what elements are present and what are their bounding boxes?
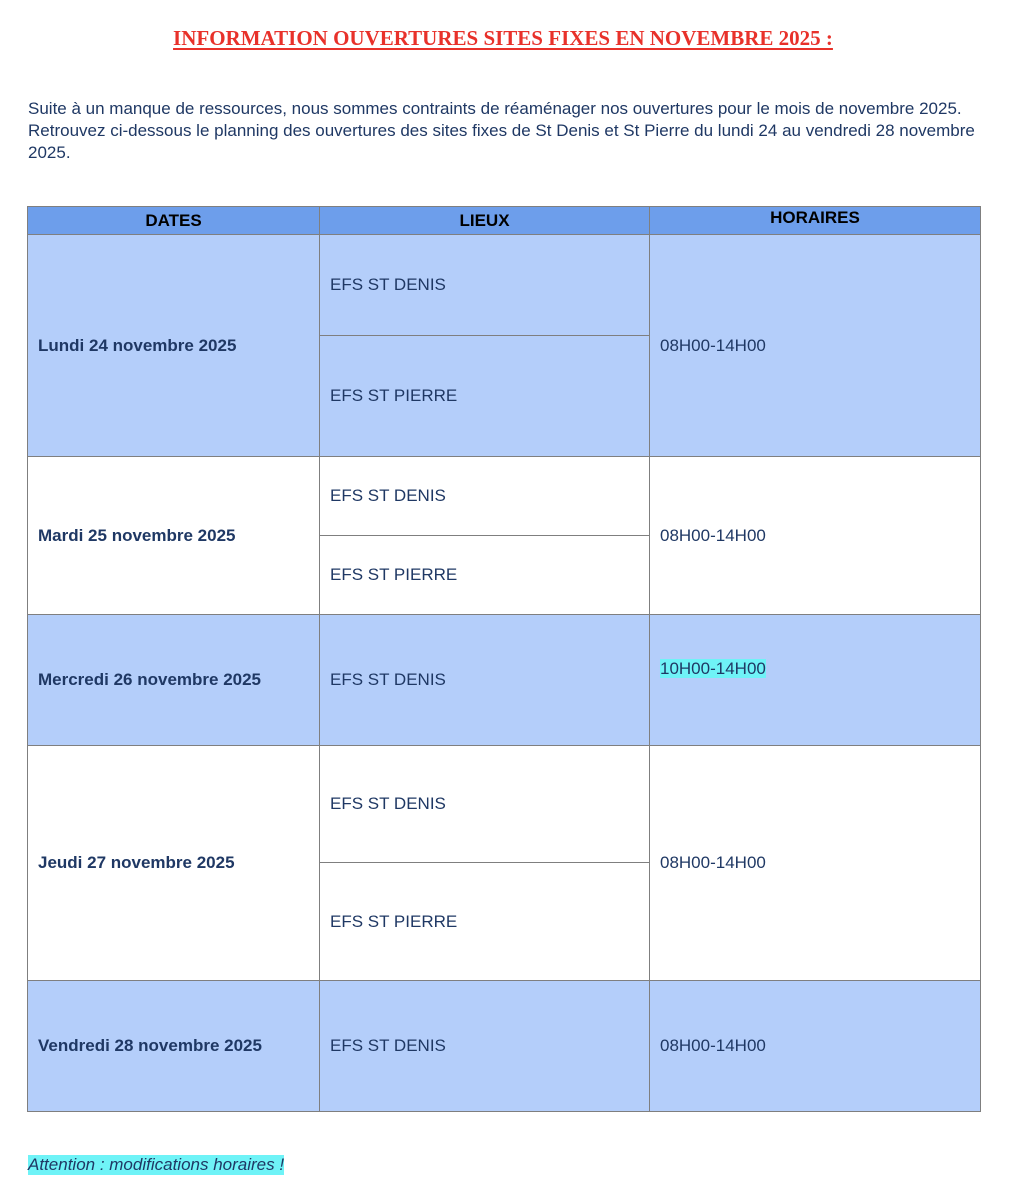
table-row bbox=[28, 615, 981, 746]
table-row bbox=[28, 235, 981, 336]
lieu-cell: EFS ST DENIS bbox=[320, 615, 650, 746]
date-cell: Lundi 24 novembre 2025 bbox=[28, 235, 320, 457]
header-horaires: HORAIRES bbox=[650, 207, 981, 235]
date-cell: Mardi 25 novembre 2025 bbox=[28, 457, 320, 615]
planning-table bbox=[27, 206, 981, 1112]
table-row bbox=[28, 746, 981, 863]
horaire-cell bbox=[650, 615, 981, 746]
table-row bbox=[28, 457, 981, 536]
lieu-cell: EFS ST DENIS bbox=[320, 981, 650, 1112]
horaire-cell: 08H00-14H00 bbox=[650, 457, 981, 615]
document-title: INFORMATION OUVERTURES SITES FIXES EN NOVEMBRE 2025 : bbox=[173, 26, 833, 50]
lieu-cell: EFS ST DENIS bbox=[320, 235, 650, 336]
date-cell: Vendredi 28 novembre 2025 bbox=[28, 981, 320, 1112]
lieu-cell: EFS ST PIERRE bbox=[320, 336, 650, 457]
intro-paragraph: Suite à un manque de ressources, nous sommes contraints de réaménager nos ouvertures pour le mois de novembre 2025. Retrouvez ci-dessous le planning des ouvertures des sites fixes de St Denis et St Pierre du lundi 24 au vendredi 28 novembre 2025. bbox=[28, 99, 975, 162]
table-header-row bbox=[28, 207, 981, 235]
header-lieux: LIEUX bbox=[320, 207, 650, 235]
header-dates: DATES bbox=[28, 207, 320, 235]
attention-note: Attention : modifications horaires ! bbox=[28, 1155, 285, 1174]
lieu-cell: EFS ST PIERRE bbox=[320, 863, 650, 981]
lieu-cell: EFS ST DENIS bbox=[320, 746, 650, 863]
horaire-cell: 08H00-14H00 bbox=[650, 235, 981, 457]
horaire-cell: 08H00-14H00 bbox=[650, 746, 981, 981]
date-cell: Mercredi 26 novembre 2025 bbox=[28, 615, 320, 746]
date-cell: Jeudi 27 novembre 2025 bbox=[28, 746, 320, 981]
table-row bbox=[28, 981, 981, 1112]
highlighted-horaire: 10H00-14H00 bbox=[660, 659, 766, 678]
horaire-cell: 08H00-14H00 bbox=[650, 981, 981, 1112]
lieu-cell: EFS ST PIERRE bbox=[320, 536, 650, 615]
lieu-cell: EFS ST DENIS bbox=[320, 457, 650, 536]
